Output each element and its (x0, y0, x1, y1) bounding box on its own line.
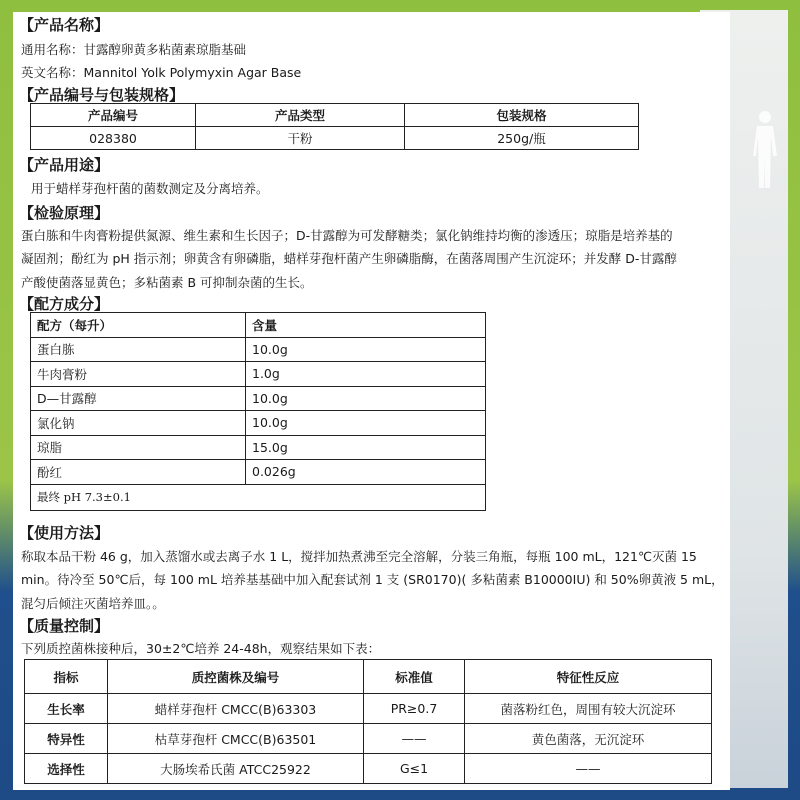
qc-indicator: 选择性 (25, 754, 108, 784)
principle-line: 产酸使菌落显黄色；多粘菌素 B 可抑制杂菌的生长。 (21, 275, 313, 290)
spec-header: 产品类型 (196, 104, 405, 127)
qc-reaction: 菌落粉红色，周围有较大沉淀环 (465, 694, 712, 724)
qc-intro: 下列质控菌株接种后，30±2℃培养 24-48h，观察结果如下表： (21, 641, 381, 656)
qc-standard: —— (364, 724, 465, 754)
qc-header: 质控菌株及编号 (108, 660, 364, 694)
table-row (25, 724, 712, 754)
heading-use: 【产品用途】 (19, 156, 110, 174)
qc-table (24, 659, 712, 784)
spec-table (30, 103, 639, 150)
ingredient: 琼脂 (31, 435, 246, 460)
generic-name: 通用名称：甘露醇卵黄多粘菌素琼脂基础 (21, 42, 247, 57)
product-code: 028380 (31, 127, 196, 150)
ingredient: 酚红 (31, 460, 246, 485)
table-row (31, 435, 486, 460)
method-line: 称取本品干粉 46 g，加入蒸馏水或去离子水 1 L，搅拌加热煮沸至完全溶解，分装三角瓶，每瓶 100 mL，121℃灭菌 15 (21, 549, 697, 564)
amount: 10.0g (246, 411, 486, 436)
qc-indicator: 特异性 (25, 724, 108, 754)
table-row (31, 386, 486, 411)
ingredient: 氯化钠 (31, 411, 246, 436)
method-line: min。待冷至 50℃后，每 100 mL 培养基基础中加入配套试剂 1 支 (SR0170)( 多粘菌素 B10000IU) 和 50%卵黄液 5 mL， (21, 572, 724, 587)
qc-header: 指标 (25, 660, 108, 694)
table-row (31, 362, 486, 387)
table-row (25, 694, 712, 724)
amount: 0.026g (246, 460, 486, 485)
formula-header: 含量 (246, 313, 486, 338)
method-line: 混匀后倾注灭菌培养皿。。 (21, 596, 165, 611)
table-row (31, 460, 486, 485)
heading-spec: 【产品编号与包装规格】 (19, 86, 185, 104)
ingredient: 牛肉膏粉 (31, 362, 246, 387)
principle-line: 凝固剂；酚红为 pH 指示剂；卵黄含有卵磷脂，蜡样芽孢杆菌产生卵磷脂酶，在菌落周围产生沉淀环；并发酵 D-甘露醇 (21, 251, 677, 266)
amount: 10.0g (246, 337, 486, 362)
qc-standard: PR≥0.7 (364, 694, 465, 724)
heading-method: 【使用方法】 (19, 524, 110, 542)
qc-header: 标准值 (364, 660, 465, 694)
heading-formula: 【配方成分】 (19, 295, 110, 313)
use-text: 用于蜡样芽孢杆菌的菌数测定及分离培养。 (31, 181, 269, 196)
formula-table (30, 312, 486, 511)
ingredient: 蛋白胨 (31, 337, 246, 362)
amount: 10.0g (246, 386, 486, 411)
principle-line: 蛋白胨和牛肉膏粉提供氮源、维生素和生长因子；D-甘露醇为可发酵糖类；氯化钠维持均衡的渗透压；琼脂是培养基的 (21, 228, 673, 243)
product-sheet (13, 12, 730, 790)
product-type: 干粉 (196, 127, 405, 150)
english-name: 英文名称：Mannitol Yolk Polymyxin Agar Base (21, 65, 302, 80)
final-ph: 最终 pH 7.3±0.1 (31, 484, 486, 510)
qc-header: 特征性反应 (465, 660, 712, 694)
qc-reaction: —— (465, 754, 712, 784)
ingredient: D—甘露醇 (31, 386, 246, 411)
heading-name: 【产品名称】 (19, 16, 110, 34)
human-figure-icon (752, 110, 778, 190)
table-row (31, 411, 486, 436)
qc-strain: 枯草芽孢杆 CMCC(B)63501 (108, 724, 364, 754)
spec-header: 产品编号 (31, 104, 196, 127)
qc-strain: 大肠埃希氏菌 ATCC25922 (108, 754, 364, 784)
amount: 15.0g (246, 435, 486, 460)
qc-standard: G≤1 (364, 754, 465, 784)
qc-strain: 蜡样芽孢杆 CMCC(B)63303 (108, 694, 364, 724)
heading-qc: 【质量控制】 (19, 617, 110, 635)
qc-reaction: 黄色菌落，无沉淀环 (465, 724, 712, 754)
package-spec: 250g/瓶 (405, 127, 639, 150)
table-row (31, 337, 486, 362)
qc-indicator: 生长率 (25, 694, 108, 724)
spec-header: 包装规格 (405, 104, 639, 127)
table-row (25, 754, 712, 784)
formula-header: 配方（每升） (31, 313, 246, 338)
amount: 1.0g (246, 362, 486, 387)
heading-principle: 【检验原理】 (19, 204, 110, 222)
